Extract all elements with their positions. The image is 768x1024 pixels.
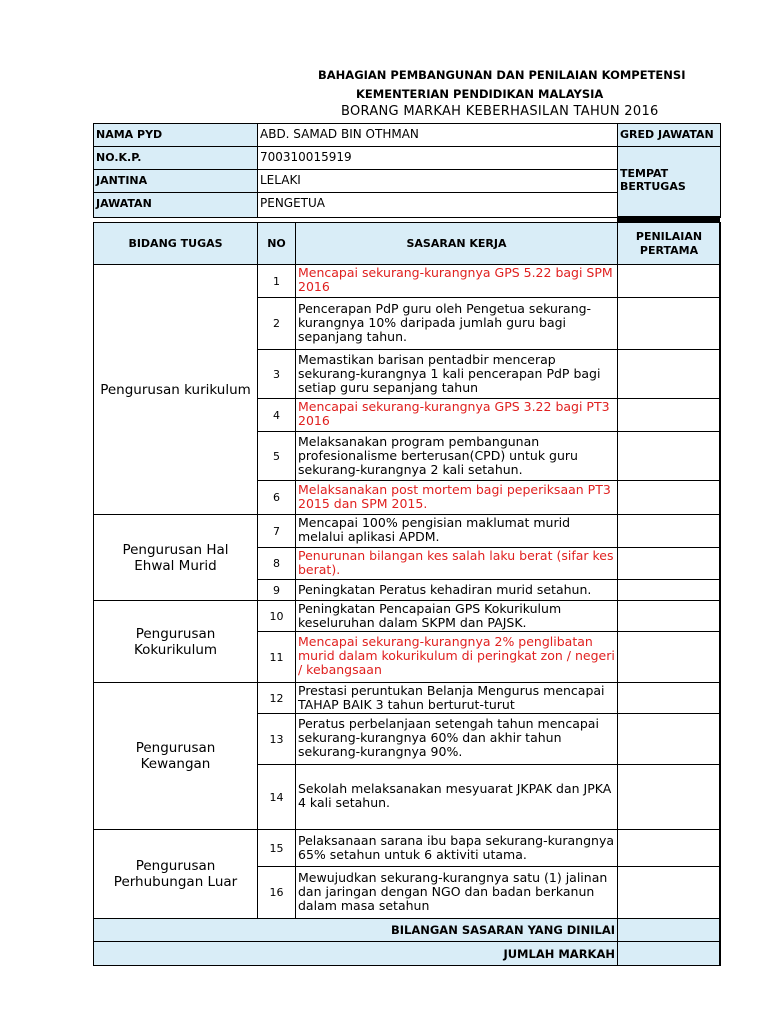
row-penilaian[interactable] [617, 682, 721, 714]
row-sasaran: Peratus perbelanjaan setengah tahun mencapai sekurang-kurangnya 60% dan akhir tahun sekurang-kurangnya 90%. [295, 713, 618, 765]
row-no: 10 [257, 600, 296, 632]
col-sasaran-header: SASARAN KERJA [295, 222, 618, 265]
right-border [719, 222, 721, 966]
bidang-kokurikulum: Pengurusan Kokurikulum [93, 600, 258, 683]
row-penilaian[interactable] [617, 866, 721, 919]
bidang-perhubungan: Pengurusan Perhubungan Luar [93, 829, 258, 919]
row-sasaran: Mencapai sekurang-kurangnya 2% penglibatan murid dalam kokurikulum di peringkat zon / negeri / kebangsaan [295, 631, 618, 683]
bilangan-sasaran-value[interactable] [617, 918, 721, 942]
jantina-value[interactable]: LELAKI [257, 169, 618, 193]
row-penilaian[interactable] [617, 398, 721, 432]
row-penilaian[interactable] [617, 349, 721, 399]
row-no: 7 [257, 514, 296, 548]
row-no: 14 [257, 764, 296, 830]
row-sasaran: Mencapai 100% pengisian maklumat murid melalui aplikasi APDM. [295, 514, 618, 548]
row-sasaran: Melaksanakan post mortem bagi peperiksaan PT3 2015 dan SPM 2015. [295, 480, 618, 515]
row-sasaran: Pelaksanaan sarana ibu bapa sekurang-kurangnya 65% setahun untuk 6 aktiviti utama. [295, 829, 618, 867]
row-no: 9 [257, 579, 296, 601]
jawatan-label: JAWATAN [93, 192, 258, 218]
row-penilaian[interactable] [617, 480, 721, 515]
header-line-2: KEMENTERIAN PENDIDIKAN MALAYSIA [356, 87, 604, 101]
row-no: 4 [257, 398, 296, 432]
jawatan-value[interactable]: PENGETUA [257, 192, 618, 218]
header-line-1: BAHAGIAN PEMBANGUNAN DAN PENILAIAN KOMPETENSI [318, 68, 686, 82]
row-penilaian[interactable] [617, 829, 721, 867]
jantina-label: JANTINA [93, 169, 258, 193]
row-penilaian[interactable] [617, 764, 721, 830]
row-penilaian[interactable] [617, 431, 721, 481]
row-sasaran: Sekolah melaksanakan mesyuarat JKPAK dan JPKA 4 kali setahun. [295, 764, 618, 830]
row-penilaian[interactable] [617, 600, 721, 632]
col-bidang-header: BIDANG TUGAS [93, 222, 258, 265]
jumlah-markah-value[interactable] [617, 941, 721, 966]
row-penilaian[interactable] [617, 579, 721, 601]
row-no: 13 [257, 713, 296, 765]
bidang-kurikulum: Pengurusan kurikulum [93, 264, 258, 515]
gred-label: GRED JAWATAN [617, 123, 721, 147]
row-penilaian[interactable] [617, 297, 721, 350]
row-sasaran: Peningkatan Pencapaian GPS Kokurikulum keseluruhan dalam SKPM dan PAJSK. [295, 600, 618, 632]
col-no-header: NO [257, 222, 296, 265]
bidang-hem: Pengurusan Hal Ehwal Murid [93, 514, 258, 601]
row-sasaran: Mencapai sekurang-kurangnya GPS 3.22 bagi PT3 2016 [295, 398, 618, 432]
row-no: 15 [257, 829, 296, 867]
row-sasaran: Prestasi peruntukan Belanja Mengurus mencapai TAHAP BAIK 3 tahun berturut-turut [295, 682, 618, 714]
bidang-kewangan: Pengurusan Kewangan [93, 682, 258, 830]
row-sasaran: Penurunan bilangan kes salah laku berat (sifar kes berat). [295, 547, 618, 580]
nokp-label: NO.K.P. [93, 146, 258, 170]
row-no: 3 [257, 349, 296, 399]
row-sasaran: Memastikan barisan pentadbir mencerap sekurang-kurangnya 1 kali pencerapan PdP bagi setiap guru sepanjang tahun [295, 349, 618, 399]
bilangan-sasaran-label: BILANGAN SASARAN YANG DINILAI [93, 918, 618, 942]
row-penilaian[interactable] [617, 547, 721, 580]
row-penilaian[interactable] [617, 631, 721, 683]
row-sasaran: Melaksanakan program pembangunan profesionalisme berterusan(CPD) untuk guru sekurang-kurangnya 2 kali setahun. [295, 431, 618, 481]
row-sasaran: Mencapai sekurang-kurangnya GPS 5.22 bagi SPM 2016 [295, 264, 618, 298]
nama-value[interactable]: ABD. SAMAD BIN OTHMAN [257, 123, 618, 147]
row-no: 11 [257, 631, 296, 683]
form-title: BORANG MARKAH KEBERHASILAN TAHUN 2016 [341, 104, 659, 119]
jumlah-markah-label: JUMLAH MARKAH [93, 941, 618, 966]
col-penilaian-header: PENILAIAN PERTAMA [617, 222, 721, 265]
row-sasaran: Pencerapan PdP guru oleh Pengetua sekurang-kurangnya 10% daripada jumlah guru bagi sepanjang tahun. [295, 297, 618, 350]
row-sasaran: Mewujudkan sekurang-kurangnya satu (1) jalinan dan jaringan dengan NGO dan badan berkanun dalam masa setahun [295, 866, 618, 919]
row-penilaian[interactable] [617, 514, 721, 548]
row-sasaran: Peningkatan Peratus kehadiran murid setahun. [295, 579, 618, 601]
row-no: 2 [257, 297, 296, 350]
row-no: 1 [257, 264, 296, 298]
row-no: 16 [257, 866, 296, 919]
row-penilaian[interactable] [617, 264, 721, 298]
nama-label: NAMA PYD [93, 123, 258, 147]
row-no: 5 [257, 431, 296, 481]
row-no: 12 [257, 682, 296, 714]
row-no: 6 [257, 480, 296, 515]
nokp-value[interactable]: 700310015919 [257, 146, 618, 170]
row-no: 8 [257, 547, 296, 580]
row-penilaian[interactable] [617, 713, 721, 765]
tempat-label: TEMPAT BERTUGAS [617, 146, 721, 218]
